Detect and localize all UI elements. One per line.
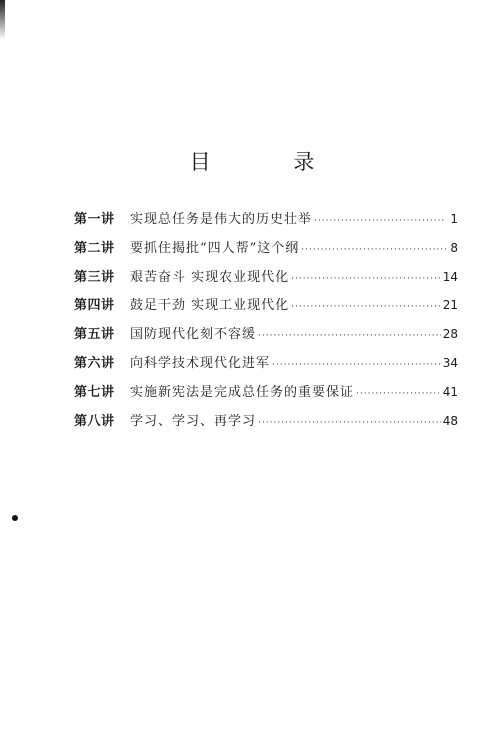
toc-entry-title: 艰苦奋斗 实现农业现代化 bbox=[130, 269, 290, 285]
toc-entry-title: 学习、学习、再学习 bbox=[130, 413, 257, 429]
toc-entry-title: 国防现代化刻不容缓 bbox=[130, 327, 257, 343]
toc-entry-title: 要抓住揭批“四人帮”这个纲 bbox=[130, 240, 300, 256]
toc-entry-number: 第七讲 bbox=[74, 384, 115, 400]
toc-entry-number: 第三讲 bbox=[74, 269, 115, 285]
toc-entry-page: 21 bbox=[442, 298, 458, 313]
toc-leader-dots bbox=[291, 297, 441, 317]
toc-leader-dots bbox=[272, 355, 441, 375]
toc-entry[interactable] bbox=[74, 324, 458, 353]
toc-entry-title: 向科学技术现代化进军 bbox=[130, 355, 271, 371]
toc-entry[interactable] bbox=[74, 411, 458, 440]
table-of-contents bbox=[74, 209, 458, 439]
toc-entry-page: 14 bbox=[442, 269, 458, 284]
toc-entry-page: 8 bbox=[450, 240, 458, 255]
toc-entry[interactable] bbox=[74, 238, 458, 267]
toc-entry[interactable] bbox=[74, 353, 458, 382]
toc-entry-page: 48 bbox=[442, 413, 458, 428]
toc-entry[interactable] bbox=[74, 382, 458, 411]
toc-entry-page: 34 bbox=[442, 355, 458, 370]
toc-leader-dots bbox=[291, 269, 441, 289]
stray-mark-dot bbox=[12, 515, 18, 521]
page-title: 目 录 bbox=[189, 150, 353, 174]
toc-entry-number: 第四讲 bbox=[74, 298, 115, 314]
toc-leader-dots bbox=[356, 384, 441, 404]
toc-entry-number: 第五讲 bbox=[74, 327, 115, 343]
toc-entry-title: 实施新宪法是完成总任务的重要保证 bbox=[130, 384, 355, 400]
toc-entry[interactable] bbox=[74, 267, 458, 296]
toc-entry-title: 鼓足干劲 实现工业现代化 bbox=[130, 298, 290, 314]
toc-entry-page: 1 bbox=[450, 212, 458, 226]
toc-entry-number: 第八讲 bbox=[74, 413, 115, 429]
toc-leader-dots bbox=[314, 211, 446, 231]
toc-entry[interactable] bbox=[74, 295, 458, 324]
toc-entry-number: 第二讲 bbox=[74, 240, 115, 256]
toc-leader-dots bbox=[258, 326, 441, 346]
toc-entry-page: 28 bbox=[442, 327, 458, 342]
toc-entry[interactable] bbox=[74, 209, 458, 238]
toc-entry-number: 第六讲 bbox=[74, 355, 115, 371]
toc-entry-page: 41 bbox=[442, 384, 458, 399]
toc-entry-number: 第一讲 bbox=[74, 212, 115, 227]
scan-edge-mark bbox=[0, 0, 5, 40]
toc-entry-title: 实现总任务是伟大的历史壮举 bbox=[130, 212, 313, 227]
toc-leader-dots bbox=[301, 240, 446, 260]
toc-leader-dots bbox=[258, 413, 441, 433]
